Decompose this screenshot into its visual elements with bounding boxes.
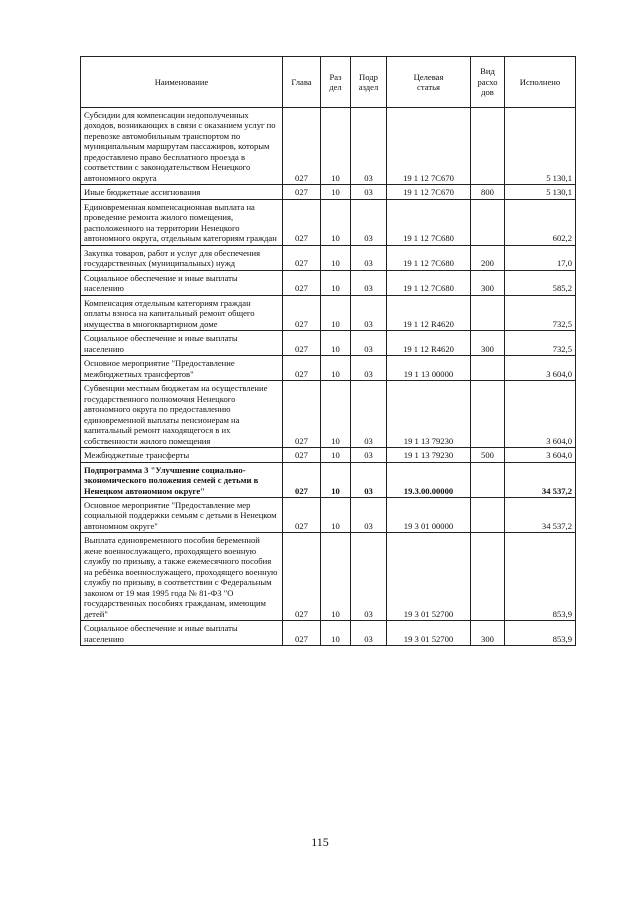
cell-vid: 300 <box>471 331 505 356</box>
cell-podrazdel: 03 <box>351 185 387 199</box>
cell-glava: 027 <box>283 381 321 448</box>
cell-glava: 027 <box>283 245 321 270</box>
cell-glava: 027 <box>283 533 321 621</box>
table-row <box>81 199 576 245</box>
cell-celevaya: 19 1 12 7С670 <box>387 108 471 185</box>
cell-razdel: 10 <box>321 448 351 462</box>
cell-glava: 027 <box>283 462 321 497</box>
table-row <box>81 356 576 381</box>
cell-podrazdel: 03 <box>351 533 387 621</box>
cell-celevaya: 19 1 12 7С680 <box>387 245 471 270</box>
header-ispolneno: Исполнено <box>505 57 576 108</box>
cell-razdel: 10 <box>321 270 351 295</box>
cell-vid: 200 <box>471 245 505 270</box>
cell-name: Субвенции местным бюджетам на осуществление государственного полномочия Ненецкого автономного округа по предоставлению единовременной выплаты пенсионерам на капитальный ремонт находящегося в их собственности жилого помещения <box>81 381 283 448</box>
cell-glava: 027 <box>283 331 321 356</box>
cell-vid: 300 <box>471 621 505 646</box>
cell-razdel: 10 <box>321 356 351 381</box>
table-row <box>81 462 576 497</box>
cell-glava: 027 <box>283 199 321 245</box>
budget-execution-table <box>80 56 576 646</box>
cell-celevaya: 19 3 01 52700 <box>387 533 471 621</box>
cell-ispolneno: 5 130,1 <box>505 185 576 199</box>
cell-glava: 027 <box>283 497 321 532</box>
cell-name: Социальное обеспечение и иные выплаты населению <box>81 270 283 295</box>
cell-celevaya: 19 1 12 R4620 <box>387 331 471 356</box>
cell-razdel: 10 <box>321 295 351 330</box>
cell-podrazdel: 03 <box>351 295 387 330</box>
table-row <box>81 245 576 270</box>
cell-podrazdel: 03 <box>351 270 387 295</box>
cell-podrazdel: 03 <box>351 462 387 497</box>
cell-ispolneno: 853,9 <box>505 621 576 646</box>
header-vid: Вид расхо дов <box>471 57 505 108</box>
cell-ispolneno: 602,2 <box>505 199 576 245</box>
cell-razdel: 10 <box>321 245 351 270</box>
cell-name: Компенсация отдельным категориям граждан оплаты взноса на капитальный ремонт общего имущества в многоквартирном доме <box>81 295 283 330</box>
cell-glava: 027 <box>283 295 321 330</box>
cell-vid <box>471 497 505 532</box>
cell-name: Основное мероприятие "Предоставление мер социальной поддержки семьям с детьми в Ненецком автономном округе" <box>81 497 283 532</box>
cell-name: Субсидии для компенсации недополученных доходов, возникающих в связи с оказанием услуг по перевозке автомобильным транспортом по муниципальным маршрутам пассажиров, которым предоставлено право бесплатного проезда в соответствии с законодательством Ненецкого автономного округа <box>81 108 283 185</box>
header-razdel: Раз дел <box>321 57 351 108</box>
cell-glava: 027 <box>283 185 321 199</box>
cell-vid: 300 <box>471 270 505 295</box>
cell-vid <box>471 462 505 497</box>
cell-glava: 027 <box>283 108 321 185</box>
header-glava: Глава <box>283 57 321 108</box>
cell-razdel: 10 <box>321 462 351 497</box>
cell-vid <box>471 533 505 621</box>
cell-podrazdel: 03 <box>351 497 387 532</box>
table-row <box>81 497 576 532</box>
cell-celevaya: 19 1 12 7С670 <box>387 185 471 199</box>
cell-ispolneno: 3 604,0 <box>505 356 576 381</box>
table-row <box>81 533 576 621</box>
cell-vid: 800 <box>471 185 505 199</box>
table-row <box>81 381 576 448</box>
cell-ispolneno: 3 604,0 <box>505 381 576 448</box>
table-body <box>81 108 576 646</box>
cell-glava: 027 <box>283 448 321 462</box>
cell-celevaya: 19 1 12 7С680 <box>387 270 471 295</box>
cell-podrazdel: 03 <box>351 448 387 462</box>
cell-razdel: 10 <box>321 497 351 532</box>
cell-celevaya: 19 3 01 00000 <box>387 497 471 532</box>
cell-celevaya: 19 1 13 79230 <box>387 381 471 448</box>
cell-name: Подпрограмма 3 "Улучшение социально-экономического положения семей с детьми в Ненецком автономном округе" <box>81 462 283 497</box>
cell-ispolneno: 5 130,1 <box>505 108 576 185</box>
cell-podrazdel: 03 <box>351 199 387 245</box>
table-row <box>81 621 576 646</box>
cell-podrazdel: 03 <box>351 108 387 185</box>
cell-podrazdel: 03 <box>351 621 387 646</box>
cell-razdel: 10 <box>321 108 351 185</box>
cell-name: Социальное обеспечение и иные выплаты населению <box>81 331 283 356</box>
header-podrazdel: Подр аздел <box>351 57 387 108</box>
page-number: 115 <box>311 835 329 849</box>
cell-name: Выплата единовременного пособия беременной жене военнослужащего, проходящего военную службу по призыву, а также ежемесячного пособия на ребёнка военнослужащего, проходящего военную службу по призыву, в соответствии с Федеральным законом от 19 мая 1995 года № 81-ФЗ "О государственных пособиях гражданам, имеющим детей" <box>81 533 283 621</box>
cell-razdel: 10 <box>321 621 351 646</box>
cell-celevaya: 19 3 01 52700 <box>387 621 471 646</box>
cell-ispolneno: 732,5 <box>505 295 576 330</box>
cell-celevaya: 19.3.00.00000 <box>387 462 471 497</box>
cell-celevaya: 19 1 12 7С680 <box>387 199 471 245</box>
table-row <box>81 295 576 330</box>
cell-ispolneno: 732,5 <box>505 331 576 356</box>
cell-ispolneno: 34 537,2 <box>505 497 576 532</box>
cell-name: Закупка товаров, работ и услуг для обеспечения государственных (муниципальных) нужд <box>81 245 283 270</box>
cell-razdel: 10 <box>321 533 351 621</box>
cell-podrazdel: 03 <box>351 331 387 356</box>
cell-razdel: 10 <box>321 199 351 245</box>
cell-razdel: 10 <box>321 185 351 199</box>
cell-ispolneno: 17,0 <box>505 245 576 270</box>
cell-ispolneno: 853,9 <box>505 533 576 621</box>
cell-name: Основное мероприятие "Предоставление межбюджетных трансфертов" <box>81 356 283 381</box>
cell-vid <box>471 199 505 245</box>
table-header <box>81 57 576 108</box>
header-name: Наименование <box>81 57 283 108</box>
cell-name: Иные бюджетные ассигнования <box>81 185 283 199</box>
header-celevaya: Целевая статья <box>387 57 471 108</box>
cell-vid <box>471 356 505 381</box>
cell-podrazdel: 03 <box>351 381 387 448</box>
budget-table-page <box>80 56 575 646</box>
cell-glava: 027 <box>283 270 321 295</box>
cell-vid: 500 <box>471 448 505 462</box>
table-row <box>81 331 576 356</box>
table-row <box>81 185 576 199</box>
cell-name: Межбюджетные трансферты <box>81 448 283 462</box>
cell-podrazdel: 03 <box>351 245 387 270</box>
cell-ispolneno: 3 604,0 <box>505 448 576 462</box>
cell-vid <box>471 295 505 330</box>
cell-name: Единовременная компенсационная выплата на проведение ремонта жилого помещения, расположенного на территории Ненецкого автономного округа, отдельным категориям граждан <box>81 199 283 245</box>
cell-podrazdel: 03 <box>351 356 387 381</box>
table-row <box>81 108 576 185</box>
cell-vid <box>471 381 505 448</box>
table-row <box>81 270 576 295</box>
cell-glava: 027 <box>283 356 321 381</box>
cell-razdel: 10 <box>321 331 351 356</box>
cell-glava: 027 <box>283 621 321 646</box>
cell-razdel: 10 <box>321 381 351 448</box>
cell-ispolneno: 34 537,2 <box>505 462 576 497</box>
cell-vid <box>471 108 505 185</box>
cell-celevaya: 19 1 12 R4620 <box>387 295 471 330</box>
cell-celevaya: 19 1 13 00000 <box>387 356 471 381</box>
cell-ispolneno: 585,2 <box>505 270 576 295</box>
cell-celevaya: 19 1 13 79230 <box>387 448 471 462</box>
cell-name: Социальное обеспечение и иные выплаты населению <box>81 621 283 646</box>
table-row <box>81 448 576 462</box>
